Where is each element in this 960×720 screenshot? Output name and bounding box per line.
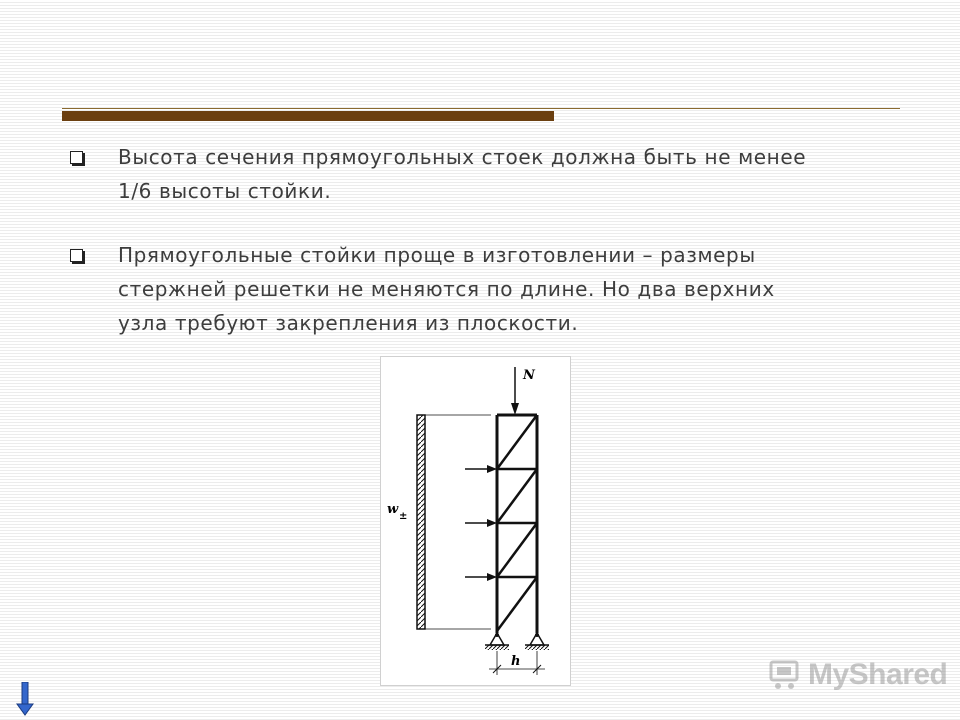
diagonal [497,523,537,577]
header-accent-bar [62,111,554,121]
bullet-item-1 [68,140,948,208]
bullet-line: стержней решетки не меняются по длине. Но два верхних [118,277,775,301]
cart-icon [768,658,802,692]
watermark-text: MyShared [808,658,948,691]
truss-column-figure [380,356,571,686]
diagonal [497,469,537,523]
load-label: N [523,368,535,383]
diagonal [497,415,537,469]
wind-load-strip [417,415,425,629]
wind-subscript: ± [399,511,408,522]
vertical-load-arrow [511,367,519,415]
down-arrow-icon[interactable] [16,682,34,716]
pin-supports [485,633,549,650]
checkbox-bullet-icon [70,249,83,262]
width-label: h [511,654,521,669]
checkbox-bullet-icon [70,151,83,164]
watermark [768,655,947,695]
bullet-line: 1/6 высоты стойки. [118,179,332,203]
wind-label: w [387,502,399,517]
bullet-line: узла требуют закрепления из плоскости. [118,311,579,335]
bullet-line: Высота сечения прямоугольных стоек должна быть не менее [118,145,807,169]
truss-diagram [381,357,570,685]
bullet-item-2 [68,238,948,340]
header-thin-rule [62,108,900,109]
node-load-arrows [465,465,497,581]
bullet-line: Прямоугольные стойки проще в изготовлении – размеры [118,243,756,267]
diagonal [497,577,537,631]
